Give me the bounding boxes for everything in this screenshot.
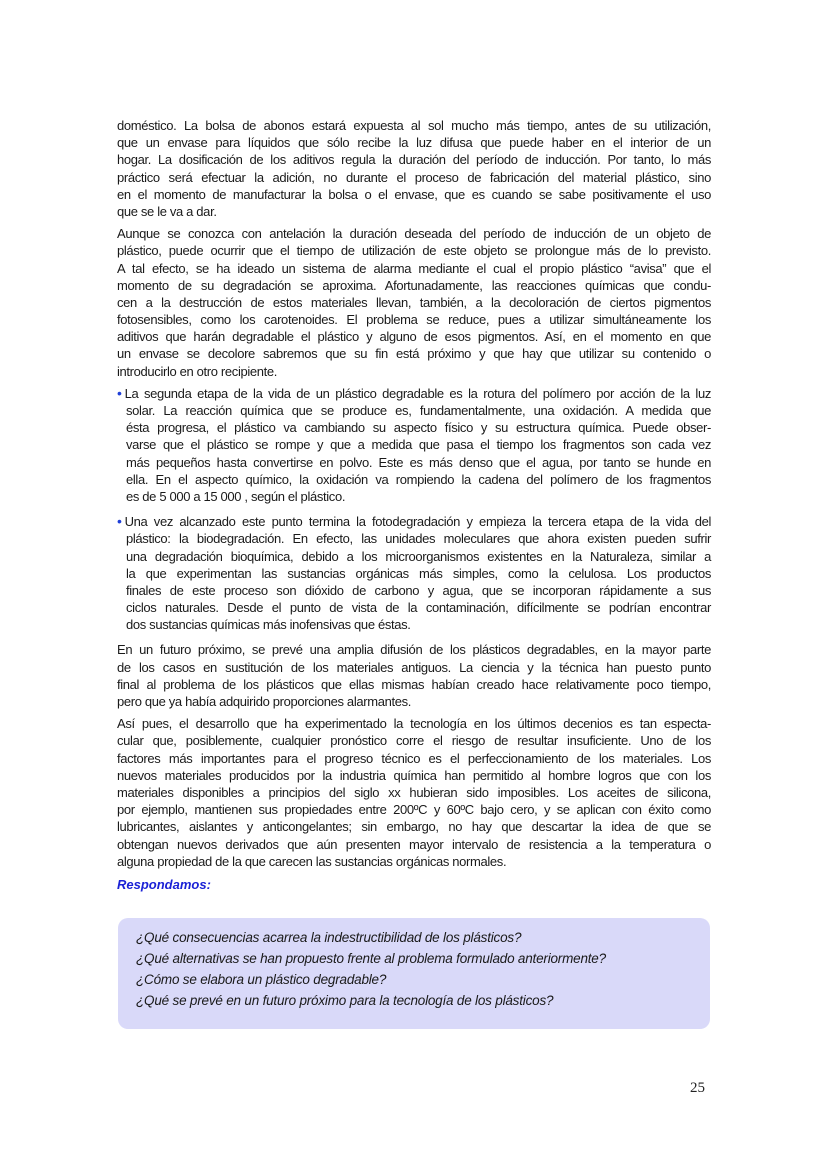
text-line: es de 5 000 a 15 000 , según el plástico.: [126, 488, 346, 504]
respond-heading: Respondamos:: [117, 877, 211, 892]
text-line: fotosensibles, como los carotenoides. El problema se reduce, pues a utilizar simultáneamente los: [117, 312, 711, 328]
text-line: pero que ya había adquirido proporciones alarmantes.: [117, 694, 412, 709]
text-line: un envase se decolore sabremos que su fin está próximo y que hay que utilizar su contenido o: [117, 346, 711, 362]
text-line: materiales disponibles a principios del siglo xx hubieran sido imposibles. Los aceites de silicona,: [117, 784, 711, 800]
text-line: más pequeños hasta convertirse en polvo. Este es más denso que el agua, por tanto se hunde en: [126, 454, 711, 470]
text-line: en el momento de manufacturar la bolsa o el envase, que es cuando se sabe positivamente el uso: [117, 186, 711, 202]
text-line: práctico será efectuar la adición, no durante el proceso de fabricación del material plástico, sino: [117, 169, 711, 185]
text-line: Aunque se conozca con antelación la duración deseada del período de inducción de un objeto de: [117, 226, 711, 242]
page-number: 25: [690, 1080, 705, 1096]
text-line: que un envase para líquidos que sólo recibe la luz difusa que puede haber en el interior de un: [117, 135, 711, 151]
text-line: final al problema de los plásticos que ellas mismas habían creado hace relativamente poco tiempo,: [117, 676, 711, 692]
text-line: introducirlo en otro recipiente.: [117, 363, 278, 379]
text-line: cen a la destrucción de estos materiales llevan, también, a la decoloración de ciertos pigmentos: [117, 294, 711, 310]
text-line: A tal efecto, se ha ideado un sistema de alarma mediante el cual el propio plástico “avisa” que el: [117, 260, 711, 276]
question: ¿Qué se prevé en un futuro próximo para la tecnología de los plásticos?: [136, 993, 554, 1008]
paragraph: [117, 715, 711, 870]
bullet-icon: •: [117, 384, 122, 401]
paragraph: [117, 117, 711, 220]
text-line: ésta progresa, el plástico va cambiando su aspecto físico y su estructura química. Puede obser-: [126, 420, 711, 436]
text-line: alguna propiedad de la que carecen las sustancias orgánicas normales.: [117, 853, 507, 869]
text-line: [117, 385, 711, 402]
text-line: Así pues, el desarrollo que ha experimentado la tecnología en los últimos decenios es tan especta-: [117, 716, 711, 732]
text-line: de los casos en sustitución de los materiales antiguos. La ciencia y la técnica han puesto punto: [117, 659, 711, 675]
bullet-paragraph: [117, 513, 711, 633]
text-line: plástico, puede ocurrir que el tiempo de utilización de este objeto se prolongue más de lo previsto.: [117, 243, 711, 259]
questions-box: [118, 918, 710, 1029]
text-line-content: Una vez alcanzado este punto termina la fotodegradación y empieza la tercera etapa de la vida del: [124, 514, 711, 530]
text-line: factores más importantes para el progreso técnico es el perfeccionamiento de los materiales. Los: [117, 750, 711, 766]
question: ¿Qué alternativas se han propuesto frente al problema formulado anteriormente?: [136, 951, 606, 966]
text-line: obtengan nuevos derivados que aún presenten mayor intervalo de resistencia a la temperatura o: [117, 836, 711, 852]
text-line: dos sustancias químicas más inofensivas que éstas.: [126, 617, 411, 633]
text-line: plástico: la biodegradación. En efecto, las unidades moleculares que ahora existen pueden sufrir: [126, 531, 711, 547]
text-line: por ejemplo, mantienen sus propiedades entre 200ºC y 60ºC bajo cero, y se aplican con éxito como: [117, 802, 711, 818]
text-line: cular que, posiblemente, cualquier pronóstico corre el riesgo de resultar insuficiente. Uno de los: [117, 733, 711, 749]
bullet-icon: •: [117, 513, 122, 530]
text-line: varse que el plástico se rompe y que a medida que pasa el tiempo los fragmentos son cada vez: [126, 437, 711, 453]
text-line: aditivos que harán degradable el plástico y alguno de esos pigmentos. Así, en el momento en que: [117, 329, 711, 345]
paragraph: [117, 641, 711, 710]
text-line-content: La segunda etapa de la vida de un plástico degradable es la rotura del polímero por acción de la luz: [124, 385, 711, 401]
text-line: doméstico. La bolsa de abonos estará expuesta al sol mucho más tiempo, antes de su utilización,: [117, 118, 711, 133]
body-text: [117, 117, 711, 875]
text-line: solar. La reacción química que se produce es, fundamentalmente, una oxidación. A medida que: [126, 403, 711, 418]
text-line: ella. En el aspecto químico, la oxidación va rompiendo la cadena del polímero de los fragmentos: [126, 471, 711, 487]
text-line: hogar. La dosificación de los aditivos regula la duración del período de inducción. Por tanto, lo más: [117, 152, 711, 168]
question: ¿Qué consecuencias acarrea la indestructibilidad de los plásticos?: [136, 930, 522, 945]
text-line: una degradación bioquímica, debido a los microorganismos existentes en la Naturaleza, similar a: [126, 548, 711, 564]
text-line: la que experimentan las sustancias orgánicas más simples, como la celulosa. Los productos: [126, 565, 711, 581]
text-line: ciclos naturales. Desde el punto de vista de la contaminación, difícilmente se podrían encontrar: [126, 600, 711, 616]
text-line: [117, 513, 711, 530]
text-line: finales de este proceso son dióxido de carbono y agua, que se incorporan rápidamente a sus: [126, 582, 711, 598]
text-line: En un futuro próximo, se prevé una amplia difusión de los plásticos degradables, en la mayor parte: [117, 642, 711, 658]
text-line: que se le va a dar.: [117, 203, 217, 219]
bullet-paragraph: [117, 385, 711, 505]
question: ¿Cómo se elabora un plástico degradable?: [136, 972, 387, 987]
paragraph: [117, 225, 711, 380]
text-line: nuevos materiales producidos por la industria química han permitido al hombre logros que con los: [117, 767, 711, 783]
text-line: momento de su degradación se aproxima. Afortunadamente, las reacciones químicas que condu-: [117, 277, 711, 293]
text-line: lubricantes, aislantes y anticongelantes; sin embargo, no hay que descartar la idea de que se: [117, 819, 711, 835]
